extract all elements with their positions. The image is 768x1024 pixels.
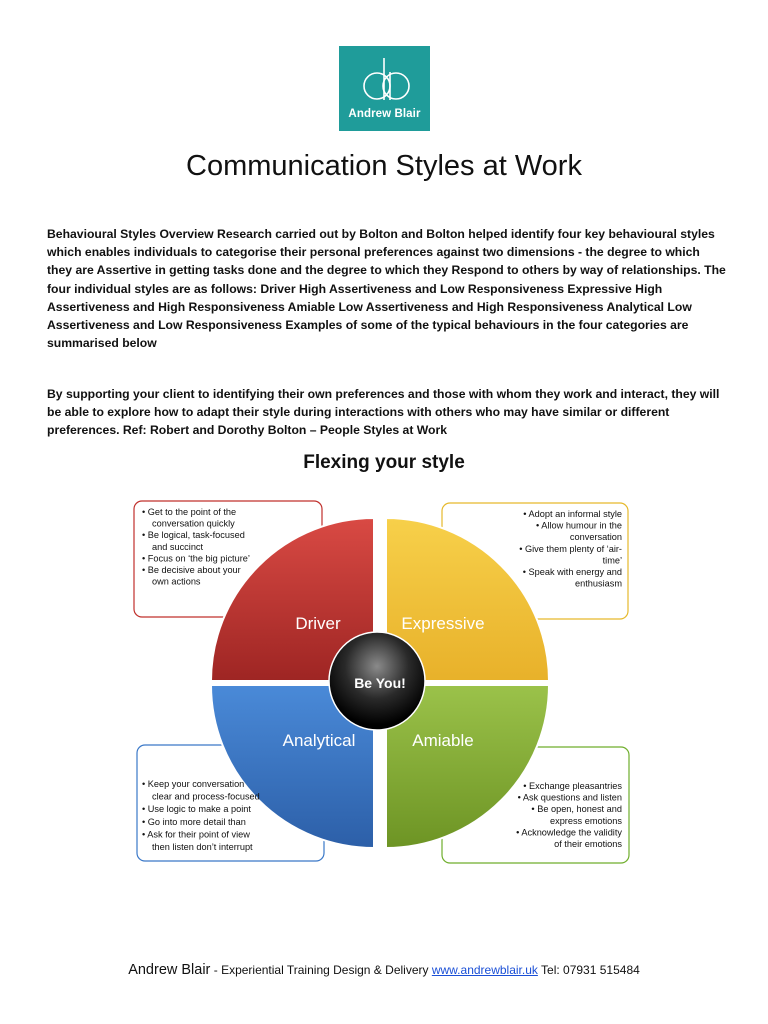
expressive-bullet-3-line-1: • Give them plenty of ‘air- <box>519 543 622 554</box>
expressive-bullet-4-line-2: enthusiasm <box>575 578 622 589</box>
amiable-bullet-3-line-2: express emotions <box>549 815 622 826</box>
footer-tagline: Experiential Training Design & Delivery <box>221 963 429 977</box>
footer-separator: - <box>210 963 222 977</box>
be-you-label: Be You! <box>354 675 406 691</box>
footer-phone: Tel: 07931 515484 <box>541 963 640 977</box>
driver-bullet-1-line-1: • Get to the point of the <box>142 507 237 517</box>
expressive-bullet-2-line-1: • Allow humour in the <box>536 520 622 531</box>
driver-bullet-3-line-1: • Focus on ‘the big picture’ <box>142 553 250 564</box>
page-title: Communication Styles at Work <box>186 150 582 182</box>
analytical-bullet-4-line-2: then listen don’t interrupt <box>152 842 253 852</box>
amiable-bullet-1-line-1: • Exchange pleasantries <box>523 781 622 791</box>
diagram-subtitle: Flexing your style <box>303 452 465 473</box>
amiable-bullet-2-line-1: • Ask questions and listen <box>517 792 622 803</box>
analytical-bullet-2-line-1: • Use logic to make a point <box>142 804 251 815</box>
footer-name: Andrew Blair <box>128 962 211 978</box>
logo-name: Andrew Blair <box>348 108 421 120</box>
overview-paragraph: Behavioural Styles Overview Research carried out by Bolton and Bolton helped identify four key behavioural styles which enables individuals to categorise their personal preferences against two dimensions - the degree to which they are Assertive in getting tasks done and the degree to which they Respond to others by way of relationships. The four individual styles are as follows: Driver High Assertiveness and Low Responsiveness Expressive High Assertiveness and High Responsiveness Amiable Low Assertiveness and High Responsiveness Analytical Low Assertiveness and Low Responsiveness Examples of some of the typical behaviours in the four categories are summarised below <box>47 227 726 351</box>
amiable-bullet-4-line-1: • Acknowledge the validity <box>516 827 622 838</box>
amiable-label: Amiable <box>412 731 474 750</box>
expressive-label: Expressive <box>401 614 485 633</box>
expressive-bullet-1-line-1: • Adopt an informal style <box>523 509 622 519</box>
analytical-bullet-3-line-1: • Go into more detail than <box>142 816 246 827</box>
driver-bullet-2-line-1: • Be logical, task-focused <box>142 530 245 541</box>
amiable-bullet-4-line-2: of their emotions <box>554 839 622 849</box>
expressive-bullet-2-line-2: conversation <box>569 532 622 543</box>
page-footer <box>0 962 768 978</box>
driver-bullet-4-line-1: • Be decisive about your <box>142 565 241 575</box>
driver-bullet-2-line-2: and succinct <box>152 541 204 552</box>
expressive-bullet-4-line-1: • Speak with energy and <box>522 567 622 577</box>
website-link[interactable]: www.andrewblair.uk <box>431 963 538 977</box>
analytical-bullet-4-line-1: • Ask for their point of view <box>142 829 250 840</box>
analytical-bullet-1-line-1: • Keep your conversation <box>142 779 245 789</box>
amiable-bullet-3-line-1: • Be open, honest and <box>531 804 622 815</box>
supporting-paragraph: By supporting your client to identifying their own preferences and those with whom they work and interact, they will be able to explore how to adapt their style during interactions with others who may have similar or different preferences. Ref: Robert and Dorothy Bolton – People Styles at Work <box>47 387 720 438</box>
flexing-style-diagram <box>130 495 640 865</box>
driver-label: Driver <box>295 614 341 633</box>
ab-logo-mark <box>339 50 430 110</box>
driver-bullet-4-line-2: own actions <box>152 576 201 587</box>
analytical-label: Analytical <box>282 731 356 750</box>
driver-bullet-1-line-2: conversation quickly <box>152 518 235 529</box>
expressive-bullet-3-line-2: time’ <box>602 555 622 566</box>
analytical-bullet-1-line-2: clear and process-focused <box>152 791 260 802</box>
andrew-blair-logo <box>339 46 430 131</box>
